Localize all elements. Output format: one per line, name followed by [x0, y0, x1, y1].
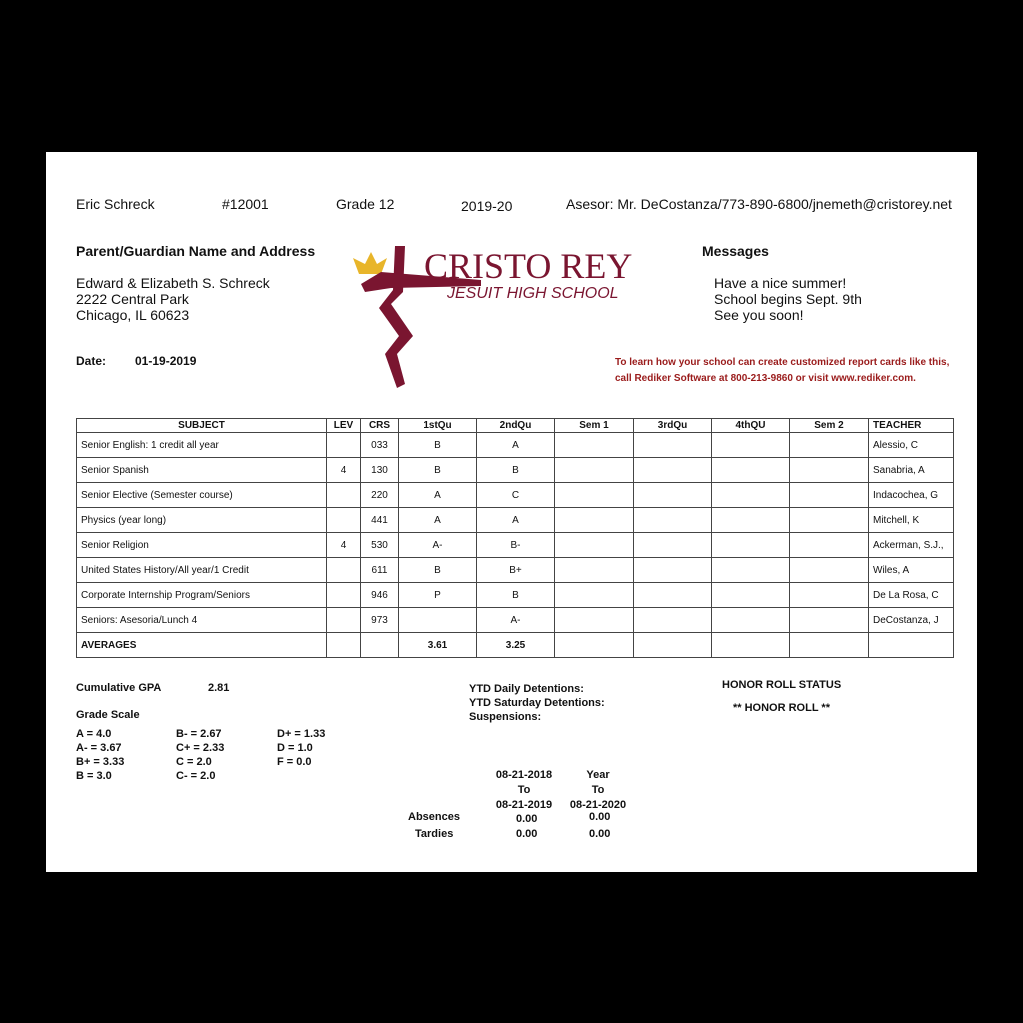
table-cell: Sanabria, A: [869, 458, 954, 483]
table-row: [77, 558, 954, 583]
parent-line: 2222 Central Park: [76, 291, 189, 307]
table-cell: [712, 533, 790, 558]
school-name-bottom: JESUIT HIGH SCHOOL: [447, 285, 619, 302]
table-row: [77, 608, 954, 633]
table-cell: [555, 558, 634, 583]
table-cell: Alessio, C: [869, 433, 954, 458]
detention-line: Suspensions:: [469, 711, 542, 723]
table-cell: A: [399, 508, 477, 533]
absences-period-2: 0.00: [589, 811, 611, 823]
student-id: #12001: [222, 196, 269, 212]
asesor-info: Asesor: Mr. DeCostanza/773-890-6800/jnemeth@cristorey.net: [566, 196, 952, 212]
message-line: See you soon!: [714, 307, 804, 323]
table-cell: 946: [361, 583, 399, 608]
table-cell: 973: [361, 608, 399, 633]
table-cell: B: [399, 558, 477, 583]
table-cell: [790, 633, 869, 658]
table-cell: A: [399, 483, 477, 508]
school-logo-graphic: [351, 244, 641, 389]
table-cell: [634, 458, 712, 483]
table-cell: [555, 433, 634, 458]
table-cell: [790, 508, 869, 533]
gpa-value: 2.81: [208, 682, 230, 694]
table-cell: [712, 608, 790, 633]
detentions-block: [469, 682, 605, 724]
header-crs: CRS: [361, 419, 399, 433]
honor-roll-heading: HONOR ROLL STATUS: [722, 679, 842, 691]
table-cell: 130: [361, 458, 399, 483]
table-cell: Physics (year long): [77, 508, 327, 533]
student-grade: Grade 12: [336, 196, 395, 212]
honor-roll-status: ** HONOR ROLL **: [733, 702, 830, 714]
table-cell: [712, 433, 790, 458]
table-cell: 441: [361, 508, 399, 533]
table-cell: [712, 558, 790, 583]
table-cell: B: [399, 433, 477, 458]
table-cell: A: [477, 508, 555, 533]
table-cell: [555, 533, 634, 558]
table-cell: [327, 633, 361, 658]
table-cell: Mitchell, K: [869, 508, 954, 533]
table-cell: [790, 583, 869, 608]
grade-scale-col-1: [76, 727, 124, 783]
attendance-period-2: [563, 768, 633, 813]
table-cell: Senior Elective (Semester course): [77, 483, 327, 508]
table-cell: [327, 583, 361, 608]
header-sem1: Sem 1: [555, 419, 634, 433]
table-cell: B: [477, 583, 555, 608]
scale-entry: B+ = 3.33: [76, 756, 125, 768]
table-cell: C: [477, 483, 555, 508]
table-row: [77, 433, 954, 458]
crown-icon: [353, 252, 387, 274]
table-cell: [327, 433, 361, 458]
message-line: Have a nice summer!: [714, 275, 847, 291]
table-cell: [327, 508, 361, 533]
table-cell: 4: [327, 533, 361, 558]
attendance-period-1: [489, 768, 559, 813]
school-year: 2019-20: [461, 198, 513, 214]
table-cell: De La Rosa, C: [869, 583, 954, 608]
parent-line: Chicago, IL 60623: [76, 307, 190, 323]
table-cell: [790, 483, 869, 508]
header-3rdqu: 3rdQu: [634, 419, 712, 433]
table-cell: [327, 608, 361, 633]
table-cell: [634, 483, 712, 508]
period-2-line: Year: [586, 769, 610, 781]
grade-scale-heading: Grade Scale: [76, 709, 140, 721]
tardies-label: Tardies: [415, 828, 454, 840]
scale-entry: C+ = 2.33: [176, 742, 225, 754]
table-cell: A: [477, 433, 555, 458]
table-cell: [555, 508, 634, 533]
table-cell: B: [477, 458, 555, 483]
grade-scale-col-2: [176, 727, 224, 783]
table-cell: [634, 533, 712, 558]
table-row: [77, 533, 954, 558]
table-cell: [790, 558, 869, 583]
table-cell: [712, 458, 790, 483]
report-card-sheet: [46, 152, 977, 872]
table-cell: DeCostanza, J: [869, 608, 954, 633]
table-cell: P: [399, 583, 477, 608]
table-cell: 033: [361, 433, 399, 458]
table-row: [77, 583, 954, 608]
school-name-top: CRISTO REY: [424, 246, 633, 286]
table-cell: [634, 608, 712, 633]
table-cell: [712, 483, 790, 508]
table-cell: A-: [399, 533, 477, 558]
table-cell: Wiles, A: [869, 558, 954, 583]
header-1stqu: 1stQu: [399, 419, 477, 433]
scale-entry: C- = 2.0: [176, 770, 216, 782]
table-cell: Corporate Internship Program/Seniors: [77, 583, 327, 608]
period-2-line: To: [591, 784, 605, 796]
period-1-line: To: [517, 784, 531, 796]
figure-icon: [379, 246, 413, 388]
absences-period-1: 0.00: [516, 813, 538, 825]
table-cell: [555, 483, 634, 508]
table-cell: 220: [361, 483, 399, 508]
messages-list: [714, 275, 862, 323]
table-cell: [869, 633, 954, 658]
table-cell: [634, 633, 712, 658]
header-sem2: Sem 2: [790, 419, 869, 433]
table-cell: Senior Spanish: [77, 458, 327, 483]
absences-label: Absences: [408, 811, 460, 823]
table-cell: [555, 633, 634, 658]
table-cell: [712, 633, 790, 658]
gpa-label: Cumulative GPA: [76, 682, 162, 694]
header-teacher: TEACHER: [869, 419, 954, 433]
period-1-line: 08-21-2018: [495, 769, 553, 781]
table-cell: A-: [477, 608, 555, 633]
table-cell: [555, 458, 634, 483]
header-4thqu: 4thQU: [712, 419, 790, 433]
grades-table: [76, 418, 954, 658]
table-cell: [634, 508, 712, 533]
table-cell: B-: [477, 533, 555, 558]
table-cell: [327, 558, 361, 583]
parent-heading: Parent/Guardian Name and Address: [76, 243, 316, 259]
table-cell: [712, 583, 790, 608]
tardies-period-1: 0.00: [516, 828, 538, 840]
table-row: [77, 508, 954, 533]
table-cell: [790, 433, 869, 458]
table-row: [77, 458, 954, 483]
date-value: 01-19-2019: [135, 354, 197, 368]
table-cell: [555, 583, 634, 608]
table-cell: AVERAGES: [77, 633, 327, 658]
table-cell: Senior English: 1 credit all year: [77, 433, 327, 458]
messages-heading: Messages: [702, 243, 769, 259]
table-cell: [712, 508, 790, 533]
detention-line: YTD Saturday Detentions:: [469, 697, 605, 709]
scale-entry: A = 4.0: [76, 728, 112, 740]
table-cell: United States History/All year/1 Credit: [77, 558, 327, 583]
message-line: School begins Sept. 9th: [714, 291, 862, 307]
header-2ndqu: 2ndQu: [477, 419, 555, 433]
table-cell: B+: [477, 558, 555, 583]
detention-line: YTD Daily Detentions:: [469, 683, 584, 695]
scale-entry: F = 0.0: [277, 756, 312, 768]
scale-entry: A- = 3.67: [76, 742, 122, 754]
table-cell: [634, 583, 712, 608]
grade-scale-col-3: [277, 727, 325, 769]
header-subject: SUBJECT: [77, 419, 327, 433]
student-name: Eric Schreck: [76, 196, 155, 212]
table-cell: [634, 558, 712, 583]
table-cell: [790, 458, 869, 483]
table-cell: 530: [361, 533, 399, 558]
table-cell: B: [399, 458, 477, 483]
parent-address: [76, 275, 270, 323]
header-lev: LEV: [327, 419, 361, 433]
table-cell: [790, 608, 869, 633]
table-cell: 4: [327, 458, 361, 483]
grade-rows: [77, 433, 954, 658]
averages-row: [77, 633, 954, 658]
date-label: Date:: [76, 354, 107, 368]
table-cell: Senior Religion: [77, 533, 327, 558]
table-cell: Ackerman, S.J.,: [869, 533, 954, 558]
table-cell: Indacochea, G: [869, 483, 954, 508]
scale-entry: C = 2.0: [176, 756, 212, 768]
table-cell: [399, 608, 477, 633]
promo-line-1: To learn how your school can create customized report cards like this,: [615, 357, 950, 368]
scale-entry: B- = 2.67: [176, 728, 222, 740]
table-cell: [555, 608, 634, 633]
tardies-period-2: 0.00: [589, 828, 611, 840]
promo-line-2: call Rediker Software at 800-213-9860 or visit www.rediker.com.: [615, 373, 916, 384]
table-cell: [790, 533, 869, 558]
scale-entry: D+ = 1.33: [277, 728, 326, 740]
school-logo: [351, 244, 641, 389]
table-cell: [634, 433, 712, 458]
table-row: [77, 483, 954, 508]
scale-entry: B = 3.0: [76, 770, 112, 782]
table-cell: Seniors: Asesoria/Lunch 4: [77, 608, 327, 633]
parent-line: Edward & Elizabeth S. Schreck: [76, 275, 270, 291]
scale-entry: D = 1.0: [277, 742, 313, 754]
table-cell: [361, 633, 399, 658]
table-cell: [327, 483, 361, 508]
period-1-line: 08-21-2019: [495, 799, 553, 811]
table-cell: 3.25: [477, 633, 555, 658]
table-header-row: [77, 419, 954, 433]
table-cell: 3.61: [399, 633, 477, 658]
table-cell: 611: [361, 558, 399, 583]
period-2-line: 08-21-2020: [569, 799, 627, 811]
